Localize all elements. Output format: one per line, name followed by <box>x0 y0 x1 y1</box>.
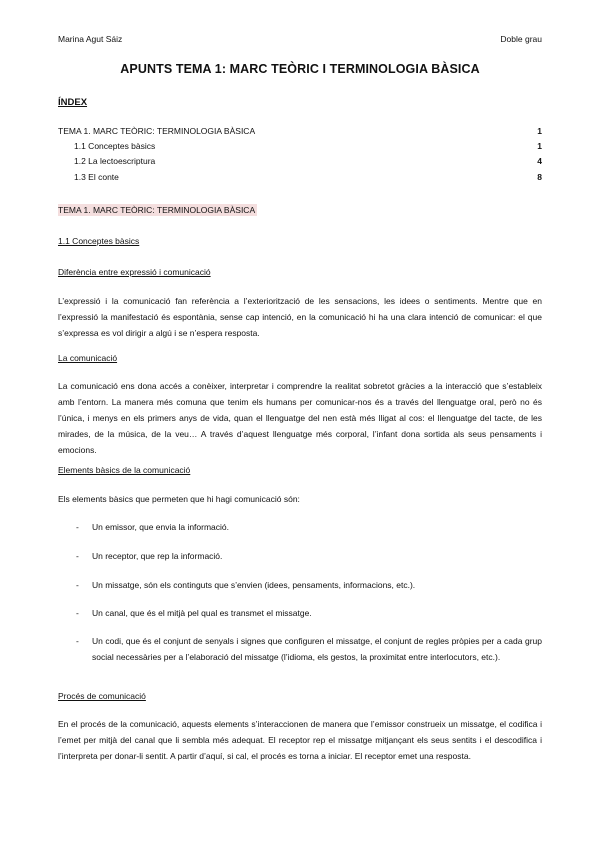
index-heading: ÍNDEX <box>58 97 88 108</box>
list-item-text: Un codi, que és el conjunt de senyals i signes que configuren el missatge, el conjunt de regles pròpies per a cada grup social necessàries per a l’elaboració del missatge (l’idioma, els gestos, la proximitat entre interlocutors, etc.). <box>92 636 542 662</box>
toc-entry-label: 1.3 El conte <box>74 172 119 182</box>
section-heading: TEMA 1. MARC TEÒRIC: TERMINOLOGIA BÀSICA <box>58 205 256 215</box>
process-paragraph: En el procés de la comunicació, aquests elements s’interaccionen de manera que l’emissor construeix un missatge, el codifica i l’emet per mitjà del canal que li sembla més adequat. El receptor rep el missatge mitjançant els seus sentits i el descodifica i l’interpreta per donar-li sentit. A partir d’aquí, si cal, el procés es torna a iniciar. El receptor emet una resposta. <box>58 719 542 761</box>
toc-entry-label: TEMA 1. MARC TEÒRIC: TERMINOLOGIA BÀSICA <box>58 126 256 136</box>
document-title: APUNTS TEMA 1: MARC TEÒRIC I TERMINOLOGIA BÀSICA <box>120 62 480 76</box>
process-heading: Procés de comunicació <box>58 691 146 701</box>
header-degree: Doble grau <box>500 34 542 44</box>
toc-entry[interactable] <box>58 126 542 136</box>
elements-heading: Elements bàsics de la comunicació <box>58 465 191 475</box>
comm-heading: La comunicació <box>58 353 118 363</box>
list-item-text: Un missatge, són els continguts que s’envien (idees, pensaments, informacions, etc.). <box>92 580 416 590</box>
list-item-text: Un emissor, que envia la informació. <box>92 522 230 532</box>
toc-entry-page: 1 <box>537 126 542 136</box>
header-author: Marina Agut Sáiz <box>58 34 123 44</box>
elements-intro: Els elements bàsics que permeten que hi hagi comunicació són: <box>58 494 300 504</box>
toc-entry-page: 8 <box>537 172 542 182</box>
list-dash: - <box>76 580 79 590</box>
list-dash: - <box>76 608 79 618</box>
list-dash: - <box>76 636 79 646</box>
diff-heading: Diferència entre expressió i comunicació <box>58 267 211 277</box>
comm-paragraph: La comunicació ens dona accés a conèixer, interpretar i comprendre la realitat sobretot gràcies a la interacció que s’estableix amb l’entorn. La manera més comuna que tenim els humans per comunicar-nos és a través del llenguatge oral, però no és l’única, i menys en els primers anys de vida, quan el llenguatge del nen està més lligat al cos: el llenguatge del tacte, de les mirades, de la música, de la veu… A través d’aquest llenguatge més corporal, l’infant dona sortida als seus pensaments i emocions. <box>58 381 542 455</box>
subsection-heading: 1.1 Conceptes bàsics <box>58 236 140 246</box>
toc-entry-page: 4 <box>537 156 542 166</box>
toc-entry[interactable] <box>74 156 542 166</box>
list-dash: - <box>76 551 79 561</box>
list-item-text: Un receptor, que rep la informació. <box>92 551 223 561</box>
toc-entry-label: 1.1 Conceptes bàsics <box>74 141 156 151</box>
toc-entry[interactable] <box>74 172 542 182</box>
toc-entry-label: 1.2 La lectoescriptura <box>74 156 156 166</box>
toc-entry-page: 1 <box>537 141 542 151</box>
toc-entry[interactable] <box>74 141 542 151</box>
diff-paragraph: L’expressió i la comunicació fan referència a l’exteriorització de les sensacions, les idees o sentiments. Mentre que en l’expressió la manifestació és espontània, sense cap intenció, en la comunicació hi ha una clara intenció de comunicar: el que s’expressa es vol dirigir a algú i se n’espera resposta. <box>58 296 542 338</box>
list-item-text: Un canal, que és el mitjà pel qual es transmet el missatge. <box>92 608 312 618</box>
list-dash: - <box>76 522 79 532</box>
